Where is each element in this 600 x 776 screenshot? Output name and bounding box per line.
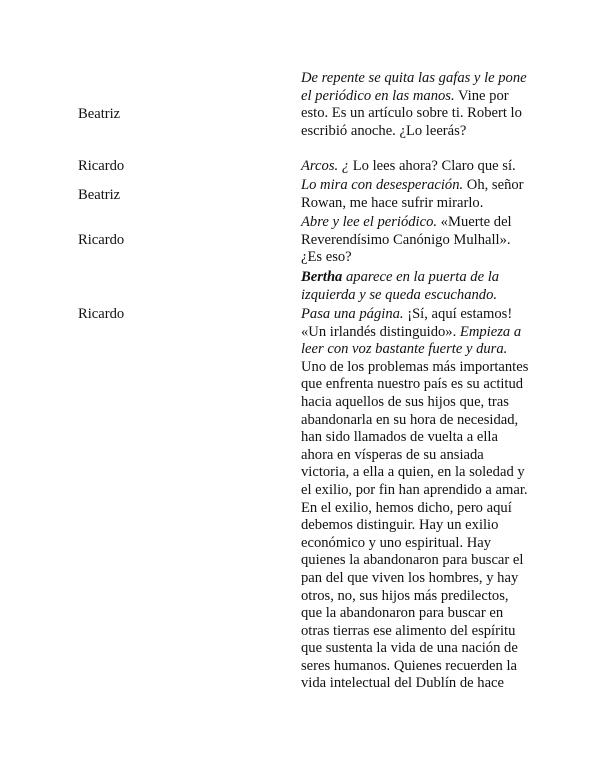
dialogue-line bbox=[301, 158, 533, 176]
dialogue-text: «Muerte del Reverendísimo Canónigo Mulhall». ¿Es eso? bbox=[301, 214, 512, 266]
stage-direction: aparece en la puerta de la izquierda y se queda escuchando. bbox=[301, 269, 500, 303]
speaker-name: Ricardo bbox=[78, 232, 125, 248]
dialogue-line bbox=[301, 214, 533, 267]
dialogue-line bbox=[301, 70, 533, 140]
dialogue-text: Vine por esto. Es un artículo sobre ti. Robert lo escribió anoche. ¿Lo leerás? bbox=[301, 87, 522, 139]
dialogue-line bbox=[301, 269, 533, 304]
dialogue-text: Oh, señor Rowan, me hace sufrir mirarlo. bbox=[301, 177, 524, 211]
dialogue-text: Lo lees ahora? Claro que sí. bbox=[349, 158, 516, 174]
stage-direction: Empieza a leer con voz bastante fuerte y dura. bbox=[301, 323, 522, 358]
dialogue-line bbox=[301, 177, 533, 212]
stage-direction: Pasa una página. bbox=[301, 306, 404, 322]
character-name: Bertha bbox=[301, 269, 343, 285]
speaker-name: Ricardo bbox=[78, 306, 125, 322]
speaker-name: Beatriz bbox=[78, 187, 121, 203]
dialogue-text: ¡Sí, aquí estamos! «Un irlandés distinguido». bbox=[301, 306, 513, 340]
dialogue-text: Uno de los problemas más importantes que enfrenta nuestro país es su actitud hacia aquellos de sus hijos que, tras abandonarla en su hora de necesidad, han sido llamados de vuelta a ella ahora en vísperas de su ansiada victoria, a ella a quien, en la soledad y el exilio, por fin han aprendido a amar. En el exilio, hemos dicho, pero aquí debemos distinguir. Hay un exilio económico y uno espiritual. Hay quienes la abandonaron para buscar el pan del que viven los hombres, y hay otros, no, sus hijos más predilectos, que la abandonaron para buscar en otras tierras ese alimento del espíritu que sustenta la vida de una nación de seres humanos. Quienes recuerden la vida intelectual del Dublín de hace bbox=[301, 358, 529, 692]
stage-direction: Arcos. ¿ bbox=[301, 158, 350, 174]
stage-direction: Abre y lee el periódico. bbox=[301, 214, 438, 230]
dialogue-line bbox=[301, 306, 533, 693]
stage-direction: Lo mira con desesperación. bbox=[301, 177, 464, 193]
speaker-name: Beatriz bbox=[78, 106, 121, 122]
stage-direction: De repente se quita las gafas y le pone el periódico en las manos. bbox=[301, 70, 527, 104]
speaker-name: Ricardo bbox=[78, 158, 125, 174]
